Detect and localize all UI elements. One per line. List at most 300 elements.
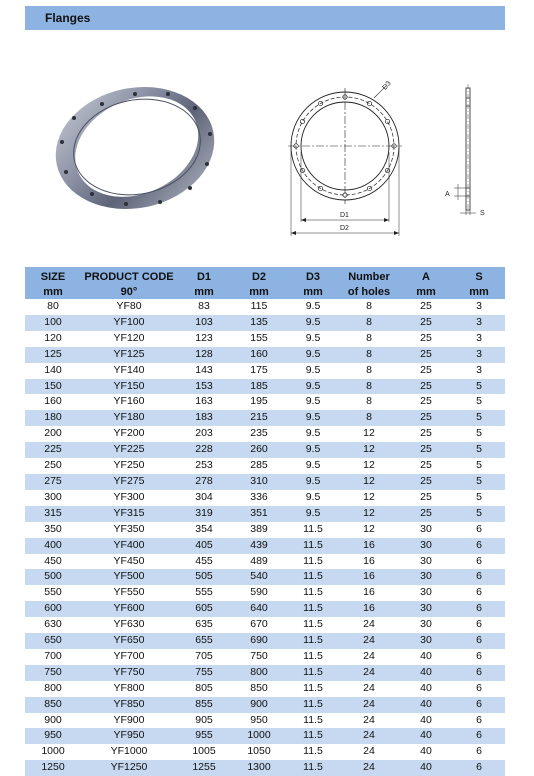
cell-size: 140	[25, 363, 81, 379]
cell-s: 3	[453, 363, 505, 379]
cell-product-code: YF150	[81, 379, 177, 395]
cell-d3: 11.5	[287, 569, 339, 585]
cell-size: 100	[25, 315, 81, 331]
cell-d1: 855	[177, 697, 231, 713]
table-row	[25, 490, 505, 506]
cell-d2: 336	[231, 490, 287, 506]
cell-d3: 9.5	[287, 506, 339, 522]
cell-product-code: YF140	[81, 363, 177, 379]
cell-d2: 640	[231, 601, 287, 617]
cell-s: 5	[453, 379, 505, 395]
cell-product-code: YF160	[81, 394, 177, 410]
cell-a: 30	[399, 538, 453, 554]
cell-product-code: YF800	[81, 681, 177, 697]
cell-number-of-holes: 8	[339, 315, 399, 331]
cell-d2: 750	[231, 649, 287, 665]
cell-s: 6	[453, 760, 505, 776]
table-row	[25, 363, 505, 379]
cell-product-code: YF200	[81, 426, 177, 442]
cell-product-code: YF300	[81, 490, 177, 506]
cell-product-code: YF850	[81, 697, 177, 713]
cell-d3: 9.5	[287, 315, 339, 331]
cell-product-code: YF180	[81, 410, 177, 426]
column-header-d3: D3	[287, 267, 339, 284]
cell-number-of-holes: 24	[339, 665, 399, 681]
header-row-top	[25, 267, 505, 284]
cell-number-of-holes: 8	[339, 299, 399, 315]
cell-d3: 11.5	[287, 585, 339, 601]
cell-d3: 9.5	[287, 299, 339, 315]
cell-size: 600	[25, 601, 81, 617]
cell-size: 125	[25, 347, 81, 363]
cell-number-of-holes: 24	[339, 744, 399, 760]
table-row	[25, 744, 505, 760]
cell-d2: 489	[231, 554, 287, 570]
cell-d3: 9.5	[287, 442, 339, 458]
cell-product-code: YF100	[81, 315, 177, 331]
cell-d3: 11.5	[287, 760, 339, 776]
cell-s: 5	[453, 410, 505, 426]
cell-d3: 11.5	[287, 538, 339, 554]
table-row	[25, 506, 505, 522]
cell-a: 40	[399, 665, 453, 681]
cell-d2: 115	[231, 299, 287, 315]
cell-d2: 670	[231, 617, 287, 633]
cell-d3: 11.5	[287, 617, 339, 633]
cell-product-code: YF900	[81, 713, 177, 729]
cell-product-code: YF650	[81, 633, 177, 649]
cell-number-of-holes: 16	[339, 585, 399, 601]
flange-spec-table	[25, 267, 505, 776]
cell-number-of-holes: 24	[339, 697, 399, 713]
table-row	[25, 569, 505, 585]
cell-s: 3	[453, 299, 505, 315]
table-row	[25, 760, 505, 776]
cell-a: 25	[399, 506, 453, 522]
cell-a: 25	[399, 442, 453, 458]
cell-a: 40	[399, 728, 453, 744]
cell-size: 630	[25, 617, 81, 633]
cell-a: 25	[399, 490, 453, 506]
cell-s: 6	[453, 601, 505, 617]
cell-d3: 9.5	[287, 394, 339, 410]
cell-product-code: YF450	[81, 554, 177, 570]
cell-size: 80	[25, 299, 81, 315]
column-header-d1: D1	[177, 267, 231, 284]
cell-d3: 9.5	[287, 474, 339, 490]
cell-a: 25	[399, 394, 453, 410]
cell-a: 30	[399, 585, 453, 601]
cell-d1: 123	[177, 331, 231, 347]
cell-size: 750	[25, 665, 81, 681]
cell-size: 1000	[25, 744, 81, 760]
cell-d3: 11.5	[287, 649, 339, 665]
cell-d3: 11.5	[287, 697, 339, 713]
table-row	[25, 474, 505, 490]
cell-number-of-holes: 24	[339, 617, 399, 633]
cell-product-code: YF350	[81, 522, 177, 538]
cell-d2: 540	[231, 569, 287, 585]
flange-photo	[50, 82, 220, 212]
column-header-product-code: PRODUCT CODE	[81, 267, 177, 284]
d2-label: D2	[340, 225, 349, 232]
column-unit-a: mm	[399, 284, 453, 299]
cell-d2: 389	[231, 522, 287, 538]
cell-number-of-holes: 24	[339, 713, 399, 729]
cell-number-of-holes: 24	[339, 649, 399, 665]
column-unit-d1: mm	[177, 284, 231, 299]
cell-d3: 11.5	[287, 728, 339, 744]
cell-d2: 185	[231, 379, 287, 395]
cell-a: 25	[399, 379, 453, 395]
cell-s: 6	[453, 697, 505, 713]
cell-d1: 153	[177, 379, 231, 395]
cell-d1: 635	[177, 617, 231, 633]
cell-size: 500	[25, 569, 81, 585]
section-title-bar	[25, 6, 505, 30]
table-row	[25, 538, 505, 554]
cell-number-of-holes: 16	[339, 554, 399, 570]
cell-number-of-holes: 24	[339, 681, 399, 697]
cell-d1: 183	[177, 410, 231, 426]
table-row	[25, 649, 505, 665]
cell-d3: 11.5	[287, 601, 339, 617]
table-row	[25, 442, 505, 458]
table-row	[25, 633, 505, 649]
cell-d2: 800	[231, 665, 287, 681]
cell-size: 800	[25, 681, 81, 697]
column-header-number-of-holes: Number	[339, 267, 399, 284]
cell-a: 25	[399, 315, 453, 331]
cell-number-of-holes: 12	[339, 442, 399, 458]
cell-d2: 590	[231, 585, 287, 601]
cell-d1: 905	[177, 713, 231, 729]
cell-a: 25	[399, 458, 453, 474]
cell-number-of-holes: 8	[339, 331, 399, 347]
cell-a: 40	[399, 760, 453, 776]
cell-d3: 9.5	[287, 331, 339, 347]
cell-d3: 11.5	[287, 681, 339, 697]
cell-number-of-holes: 16	[339, 569, 399, 585]
cell-d1: 304	[177, 490, 231, 506]
cell-d2: 235	[231, 426, 287, 442]
cell-d2: 310	[231, 474, 287, 490]
cell-product-code: YF950	[81, 728, 177, 744]
section-title: Flanges	[45, 11, 91, 25]
table-row	[25, 315, 505, 331]
cell-size: 550	[25, 585, 81, 601]
table-row	[25, 601, 505, 617]
cell-a: 40	[399, 744, 453, 760]
cell-d2: 1050	[231, 744, 287, 760]
cell-d1: 755	[177, 665, 231, 681]
cell-a: 25	[399, 347, 453, 363]
cell-s: 6	[453, 744, 505, 760]
cell-a: 30	[399, 633, 453, 649]
column-header-d2: D2	[231, 267, 287, 284]
cell-d1: 705	[177, 649, 231, 665]
cell-s: 6	[453, 538, 505, 554]
cell-size: 120	[25, 331, 81, 347]
cell-product-code: YF250	[81, 458, 177, 474]
cell-s: 6	[453, 554, 505, 570]
cell-d2: 351	[231, 506, 287, 522]
cell-s: 5	[453, 458, 505, 474]
cell-d3: 9.5	[287, 363, 339, 379]
cell-product-code: YF630	[81, 617, 177, 633]
cell-a: 25	[399, 331, 453, 347]
cell-d3: 9.5	[287, 347, 339, 363]
cell-number-of-holes: 12	[339, 474, 399, 490]
cell-size: 315	[25, 506, 81, 522]
cell-d2: 285	[231, 458, 287, 474]
column-unit-number-of-holes: of holes	[339, 284, 399, 299]
cell-s: 6	[453, 681, 505, 697]
cell-product-code: YF1000	[81, 744, 177, 760]
cell-a: 25	[399, 426, 453, 442]
cell-product-code: YF125	[81, 347, 177, 363]
cell-d2: 215	[231, 410, 287, 426]
table-row	[25, 299, 505, 315]
cell-a: 25	[399, 363, 453, 379]
table-body	[25, 299, 505, 776]
d1-label: D1	[340, 212, 349, 219]
cell-d2: 950	[231, 713, 287, 729]
s-label: S	[480, 210, 485, 217]
cell-d1: 555	[177, 585, 231, 601]
cell-d2: 900	[231, 697, 287, 713]
table-row	[25, 617, 505, 633]
cell-d3: 11.5	[287, 554, 339, 570]
cell-product-code: YF315	[81, 506, 177, 522]
cell-a: 30	[399, 522, 453, 538]
cell-d3: 9.5	[287, 410, 339, 426]
cell-product-code: YF400	[81, 538, 177, 554]
cell-d3: 9.5	[287, 458, 339, 474]
cell-d2: 439	[231, 538, 287, 554]
cell-a: 30	[399, 617, 453, 633]
cell-s: 3	[453, 347, 505, 363]
cell-d1: 955	[177, 728, 231, 744]
cell-s: 5	[453, 474, 505, 490]
cell-s: 5	[453, 490, 505, 506]
cell-product-code: YF225	[81, 442, 177, 458]
column-unit-size: mm	[25, 284, 81, 299]
cell-d3: 11.5	[287, 633, 339, 649]
cell-a: 40	[399, 649, 453, 665]
cell-d1: 253	[177, 458, 231, 474]
header-row-bottom	[25, 284, 505, 299]
cell-d1: 354	[177, 522, 231, 538]
column-unit-d2: mm	[231, 284, 287, 299]
cell-product-code: YF1250	[81, 760, 177, 776]
cell-d1: 455	[177, 554, 231, 570]
cell-s: 6	[453, 585, 505, 601]
cell-number-of-holes: 12	[339, 458, 399, 474]
cell-d2: 135	[231, 315, 287, 331]
cell-d3: 11.5	[287, 665, 339, 681]
column-header-a: A	[399, 267, 453, 284]
cell-number-of-holes: 16	[339, 538, 399, 554]
cell-a: 25	[399, 474, 453, 490]
cell-size: 200	[25, 426, 81, 442]
cell-product-code: YF600	[81, 601, 177, 617]
cell-s: 3	[453, 331, 505, 347]
column-unit-s: mm	[453, 284, 505, 299]
cell-d2: 195	[231, 394, 287, 410]
column-unit-d3: mm	[287, 284, 339, 299]
cell-number-of-holes: 24	[339, 633, 399, 649]
cell-d3: 11.5	[287, 713, 339, 729]
cell-a: 30	[399, 569, 453, 585]
table-row	[25, 728, 505, 744]
cell-d2: 850	[231, 681, 287, 697]
d3-label: D3	[381, 79, 393, 92]
cell-d1: 103	[177, 315, 231, 331]
column-header-s: S	[453, 267, 505, 284]
cell-a: 30	[399, 601, 453, 617]
cell-a: 40	[399, 697, 453, 713]
cell-d1: 405	[177, 538, 231, 554]
cell-d2: 155	[231, 331, 287, 347]
cell-a: 25	[399, 410, 453, 426]
cell-s: 6	[453, 649, 505, 665]
table-row	[25, 697, 505, 713]
cell-product-code: YF120	[81, 331, 177, 347]
table-row	[25, 379, 505, 395]
cell-d2: 175	[231, 363, 287, 379]
cell-s: 5	[453, 394, 505, 410]
cell-product-code: YF500	[81, 569, 177, 585]
cell-size: 350	[25, 522, 81, 538]
cell-size: 900	[25, 713, 81, 729]
cell-d2: 1000	[231, 728, 287, 744]
cell-d1: 203	[177, 426, 231, 442]
cell-size: 225	[25, 442, 81, 458]
cell-product-code: YF750	[81, 665, 177, 681]
cell-size: 1250	[25, 760, 81, 776]
cell-s: 6	[453, 665, 505, 681]
cell-product-code: YF550	[81, 585, 177, 601]
cell-d2: 1300	[231, 760, 287, 776]
cell-size: 400	[25, 538, 81, 554]
cell-number-of-holes: 16	[339, 601, 399, 617]
cell-number-of-holes: 12	[339, 426, 399, 442]
table-row	[25, 394, 505, 410]
table-row	[25, 410, 505, 426]
table-row	[25, 458, 505, 474]
cell-size: 275	[25, 474, 81, 490]
cell-number-of-holes: 24	[339, 728, 399, 744]
cell-d1: 278	[177, 474, 231, 490]
cell-number-of-holes: 8	[339, 347, 399, 363]
cell-product-code: YF80	[81, 299, 177, 315]
table-row	[25, 681, 505, 697]
cell-number-of-holes: 8	[339, 410, 399, 426]
cell-number-of-holes: 8	[339, 394, 399, 410]
cell-s: 6	[453, 569, 505, 585]
cell-product-code: YF275	[81, 474, 177, 490]
cell-size: 300	[25, 490, 81, 506]
cell-number-of-holes: 12	[339, 522, 399, 538]
cell-s: 3	[453, 315, 505, 331]
cell-d1: 1255	[177, 760, 231, 776]
table-row	[25, 665, 505, 681]
table-row	[25, 426, 505, 442]
cell-d1: 805	[177, 681, 231, 697]
column-header-size: SIZE	[25, 267, 81, 284]
cell-d1: 228	[177, 442, 231, 458]
table-row	[25, 347, 505, 363]
cell-d3: 9.5	[287, 379, 339, 395]
cell-s: 5	[453, 506, 505, 522]
cell-size: 700	[25, 649, 81, 665]
cell-number-of-holes: 8	[339, 363, 399, 379]
cell-s: 6	[453, 633, 505, 649]
table-row	[25, 554, 505, 570]
cell-d1: 655	[177, 633, 231, 649]
cell-d2: 160	[231, 347, 287, 363]
cell-d2: 260	[231, 442, 287, 458]
cell-size: 850	[25, 697, 81, 713]
table-row	[25, 522, 505, 538]
cell-a: 40	[399, 681, 453, 697]
cell-d3: 11.5	[287, 744, 339, 760]
cell-size: 180	[25, 410, 81, 426]
cell-d1: 1005	[177, 744, 231, 760]
cell-number-of-holes: 12	[339, 506, 399, 522]
flange-side-drawing	[440, 84, 496, 220]
column-unit-product-code: 90°	[81, 284, 177, 299]
cell-d1: 143	[177, 363, 231, 379]
cell-s: 6	[453, 713, 505, 729]
cell-size: 160	[25, 394, 81, 410]
cell-d1: 605	[177, 601, 231, 617]
cell-d3: 9.5	[287, 490, 339, 506]
cell-a: 25	[399, 299, 453, 315]
table-row	[25, 713, 505, 729]
cell-d1: 505	[177, 569, 231, 585]
cell-d3: 9.5	[287, 426, 339, 442]
cell-size: 450	[25, 554, 81, 570]
cell-d1: 83	[177, 299, 231, 315]
cell-product-code: YF700	[81, 649, 177, 665]
cell-s: 6	[453, 522, 505, 538]
cell-d3: 11.5	[287, 522, 339, 538]
cell-number-of-holes: 8	[339, 379, 399, 395]
cell-size: 950	[25, 728, 81, 744]
cell-d2: 690	[231, 633, 287, 649]
table-row	[25, 331, 505, 347]
table-row	[25, 585, 505, 601]
cell-size: 150	[25, 379, 81, 395]
cell-a: 40	[399, 713, 453, 729]
cell-a: 30	[399, 554, 453, 570]
cell-s: 6	[453, 617, 505, 633]
cell-size: 650	[25, 633, 81, 649]
cell-number-of-holes: 12	[339, 490, 399, 506]
cell-s: 5	[453, 426, 505, 442]
cell-d1: 128	[177, 347, 231, 363]
cell-d1: 163	[177, 394, 231, 410]
cell-d1: 319	[177, 506, 231, 522]
cell-size: 250	[25, 458, 81, 474]
cell-s: 5	[453, 442, 505, 458]
cell-s: 6	[453, 728, 505, 744]
cell-number-of-holes: 24	[339, 760, 399, 776]
flange-front-drawing	[286, 76, 416, 238]
a-label: A	[445, 191, 450, 198]
